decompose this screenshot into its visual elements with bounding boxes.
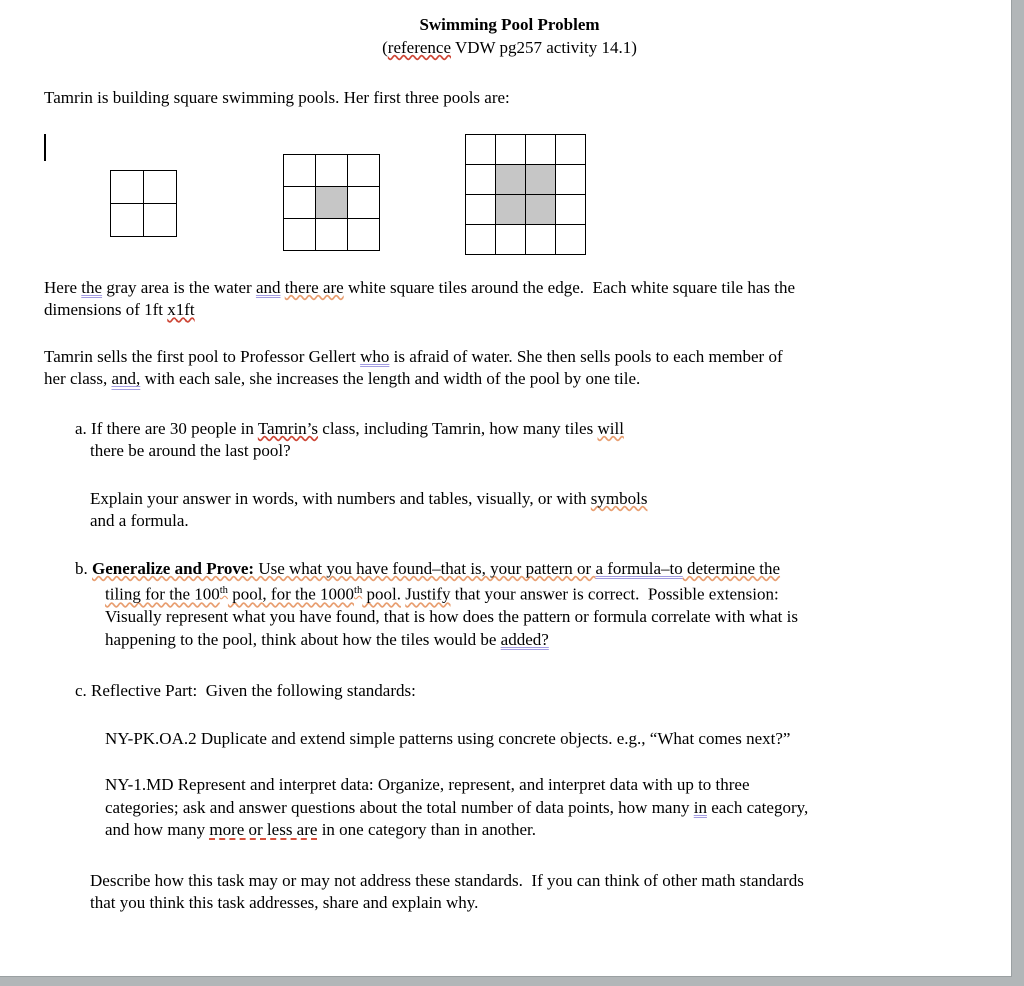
annotated-text: added? bbox=[500, 629, 549, 649]
pool-water-cell bbox=[526, 195, 556, 225]
pool-diagram-1 bbox=[110, 170, 177, 237]
text-line bbox=[105, 819, 975, 842]
text-run: in one category than in another. bbox=[317, 820, 537, 840]
text-line bbox=[105, 606, 975, 629]
text-run: gray area is the water bbox=[102, 277, 256, 297]
pool-tile-cell bbox=[348, 187, 380, 219]
text-run: Describe how this task may or may not address these standards. If you can think of other math standards bbox=[90, 870, 804, 890]
annotated-text: who bbox=[360, 346, 390, 366]
doc-title: Swimming Pool Problem bbox=[419, 15, 600, 34]
text-run: that you think this task addresses, share and explain why. bbox=[90, 893, 479, 913]
text-run: b. bbox=[75, 558, 92, 578]
pool-water-cell bbox=[526, 165, 556, 195]
text-line bbox=[105, 774, 975, 797]
text-line bbox=[44, 368, 975, 391]
pool-tile-cell bbox=[348, 155, 380, 187]
annotated-text: symbols bbox=[590, 488, 648, 508]
text-line bbox=[105, 580, 975, 606]
text-line bbox=[105, 728, 975, 751]
intro-paragraph bbox=[44, 87, 975, 110]
pool-tile-cell bbox=[111, 171, 144, 204]
text-run: a. If there are 30 people in bbox=[75, 418, 258, 438]
annotated-text: Tamrin’s bbox=[257, 418, 319, 438]
pool-tile-cell bbox=[144, 171, 177, 204]
text-line bbox=[90, 488, 975, 511]
annotated-text: th bbox=[354, 585, 363, 596]
text-run: dimensions of 1ft bbox=[44, 300, 168, 319]
annotated-text: tiling for the 100 bbox=[105, 584, 220, 604]
pool-tile-cell bbox=[496, 135, 526, 165]
pool-tile-cell bbox=[556, 225, 586, 255]
pool-tile-cell bbox=[526, 225, 556, 255]
list-item-c bbox=[44, 680, 975, 703]
annotated-text: the bbox=[81, 277, 103, 297]
pool-tile-cell bbox=[556, 165, 586, 195]
annotated-text: Justify bbox=[405, 584, 451, 604]
text-line bbox=[75, 558, 975, 581]
text-line bbox=[105, 629, 975, 652]
annotated-text: and, bbox=[111, 369, 141, 388]
text-line bbox=[90, 510, 975, 533]
annotated-text: a formula–to bbox=[595, 558, 683, 578]
pool-tile-cell bbox=[144, 204, 177, 237]
annotated-text: Generalize and Prove: bbox=[92, 558, 255, 578]
list-item-b bbox=[44, 558, 975, 652]
text-line bbox=[44, 346, 975, 369]
text-line bbox=[44, 277, 975, 300]
text-run: each category, bbox=[706, 797, 809, 817]
annotated-text: will bbox=[597, 418, 624, 438]
text-run: Here bbox=[44, 277, 82, 297]
text-run: and a formula. bbox=[90, 511, 189, 530]
annotated-text: determine the bbox=[682, 558, 781, 578]
doc-subtitle bbox=[44, 37, 975, 60]
text-line bbox=[90, 870, 975, 893]
text-run: that your answer is correct. Possible extension: bbox=[450, 584, 779, 604]
pool-tile-cell bbox=[556, 135, 586, 165]
annotated-text: pool. bbox=[362, 584, 401, 604]
pool-water-cell bbox=[496, 165, 526, 195]
pool-tile-cell bbox=[316, 155, 348, 187]
annotated-text: reference bbox=[387, 37, 451, 57]
pool-tile-cell bbox=[348, 219, 380, 251]
text-run: her class, bbox=[44, 369, 112, 388]
text-run: class, including Tamrin, how many tiles bbox=[318, 418, 598, 438]
text-run: white square tiles around the edge. Each white square tile has the bbox=[343, 277, 796, 297]
text-run: there be around the last pool? bbox=[90, 441, 291, 460]
standard-ny-pk-oa-2 bbox=[44, 728, 975, 751]
text-line bbox=[105, 797, 975, 820]
annotated-text: Use what you have found–that is, your pattern or bbox=[254, 558, 596, 578]
text-run: and how many bbox=[105, 820, 210, 840]
annotated-text: there are bbox=[284, 277, 344, 297]
pool-tile-cell bbox=[284, 219, 316, 251]
text-run: happening to the pool, think about how the tiles would be bbox=[105, 629, 501, 649]
paragraph-sells bbox=[44, 346, 975, 391]
pool-diagram-3 bbox=[465, 134, 586, 255]
pool-tile-cell bbox=[466, 165, 496, 195]
text-line bbox=[44, 299, 975, 322]
list-item-a bbox=[44, 418, 975, 463]
text-run: Visually represent what you have found, that is how does the pattern or formula correlate with what is bbox=[105, 607, 798, 627]
text-run: ( bbox=[382, 37, 388, 57]
annotated-text: more or less are bbox=[209, 820, 318, 840]
pools-row bbox=[44, 134, 975, 256]
text-run: with each sale, she increases the length and width of the pool by one tile. bbox=[140, 369, 641, 388]
pool-tile-cell bbox=[466, 195, 496, 225]
pool-tile-cell bbox=[316, 219, 348, 251]
annotated-text: in bbox=[693, 797, 707, 817]
annotated-text: th bbox=[219, 585, 228, 596]
paragraph-gray-area bbox=[44, 277, 975, 322]
pool-tile-cell bbox=[466, 135, 496, 165]
text-run: Tamrin sells the first pool to Professor Gellert bbox=[44, 346, 361, 366]
annotated-text: x1ft bbox=[167, 300, 195, 319]
text-run: categories; ask and answer questions about the total number of data points, how many bbox=[105, 797, 694, 817]
annotated-text: pool, for the 1000 bbox=[227, 584, 355, 604]
pool-water-cell bbox=[316, 187, 348, 219]
text-line bbox=[75, 680, 975, 703]
text-line: Tamrin is building square swimming pools. Her first three pools are: bbox=[44, 88, 510, 107]
text-run: NY-PK.OA.2 Duplicate and extend simple patterns using concrete objects. e.g., “What comes next?” bbox=[105, 728, 791, 748]
text-run: VDW pg257 activity 14.1) bbox=[451, 37, 637, 57]
text-run: c. Reflective Part: Given the following standards: bbox=[75, 681, 416, 701]
pool-tile-cell bbox=[111, 204, 144, 237]
pool-tile-cell bbox=[526, 135, 556, 165]
paragraph-describe bbox=[44, 870, 975, 915]
pool-diagram-2 bbox=[283, 154, 380, 251]
pool-tile-cell bbox=[496, 225, 526, 255]
standard-ny-1-md bbox=[44, 774, 975, 842]
pool-tile-cell bbox=[556, 195, 586, 225]
text-run: is afraid of water. She then sells pools to each member of bbox=[389, 346, 783, 366]
pool-tile-cell bbox=[284, 187, 316, 219]
pool-tile-cell bbox=[466, 225, 496, 255]
annotated-text: and bbox=[255, 277, 281, 297]
pool-tile-cell bbox=[284, 155, 316, 187]
text-run: Explain your answer in words, with numbers and tables, visually, or with bbox=[90, 488, 591, 508]
text-line bbox=[90, 892, 975, 915]
paragraph-explain bbox=[44, 488, 975, 533]
pool-water-cell bbox=[496, 195, 526, 225]
text-run: NY-1.MD Represent and interpret data: Organize, represent, and interpret data with up to three bbox=[105, 775, 750, 795]
text-line bbox=[75, 418, 975, 441]
text-cursor bbox=[44, 134, 46, 161]
text-line bbox=[90, 440, 975, 463]
